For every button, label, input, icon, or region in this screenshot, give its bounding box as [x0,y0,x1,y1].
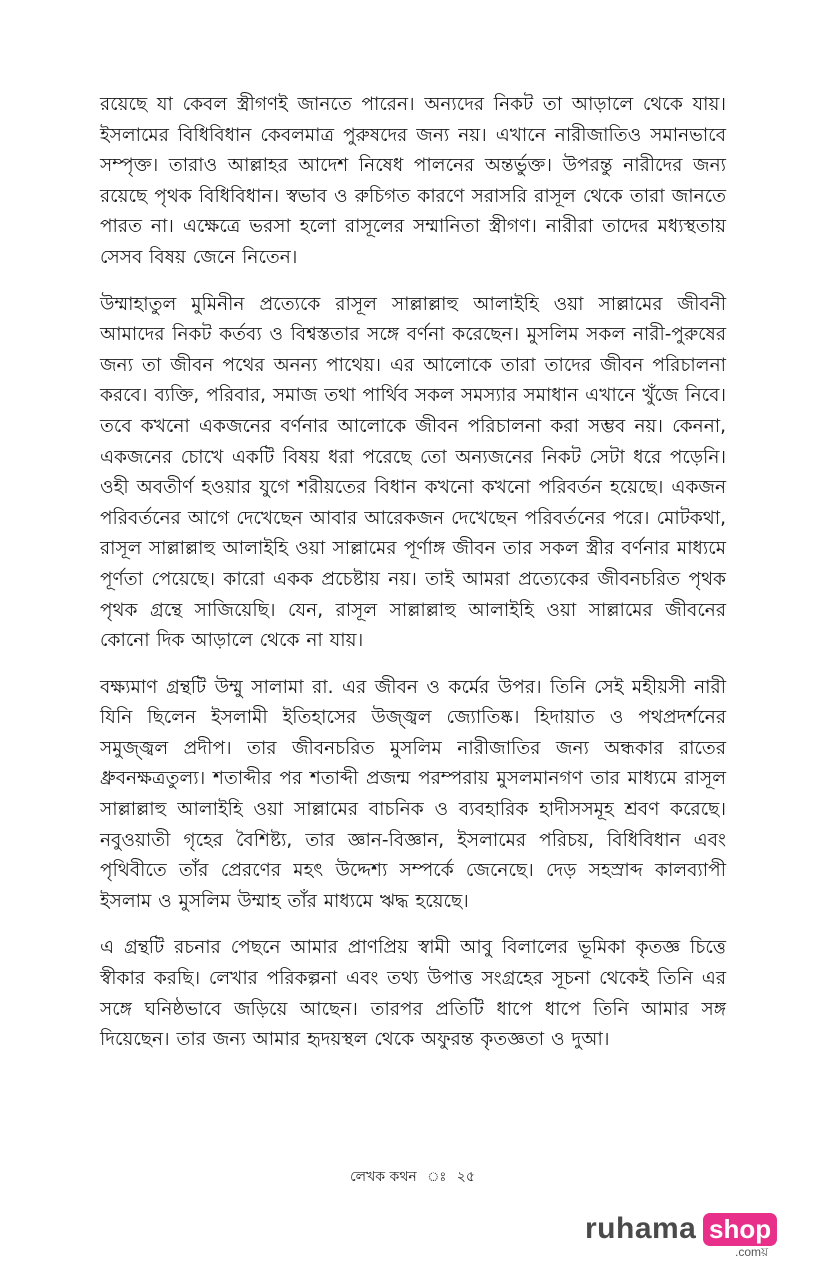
footer-separator: ঃ [427,1170,447,1185]
footer-section-title: লেখক কথন [350,1169,417,1185]
paragraph-4: এ গ্রন্থটি রচনার পেছনে আমার প্রাণপ্রিয় স্বামী আবু বিলালের ভূমিকা কৃতজ্ঞ চিত্তে স্বীকার করছি। লেখার পরিকল্পনা এবং তথ্য উপাত্ত সংগ্রহের সূচনা থেকেই তিনি এর সঙ্গে ঘনিষ্ঠভাবে জড়িয়ে আছেন। তারপর প্রতিটি ধাপে ধাপে তিনি আমার সঙ্গ দিয়েছেন। তার জন্য আমার হৃদয়স্থল থেকে অফুরন্ত কৃতজ্ঞতা ও দুআ। [100,937,726,1051]
page-footer [0,1165,825,1189]
ruhamashop-logo [585,1212,785,1260]
page-body [100,90,726,1072]
page-number: ২৫ [456,1169,475,1185]
logo-domain: .comয় [735,1245,769,1259]
logo-text: ruhama [585,1212,697,1245]
paragraph-1: রয়েছে যা কেবল স্ত্রীগণই জানতে পারেন। অন্যদের নিকট তা আড়ালে থেকে যায়। ইসলামের বিধিবিধান কেবলমাত্র পুরুষদের জন্য নয়। এখানে নারীজাতিও সমানভাবে সম্পৃক্ত। তারাও আল্লাহর আদেশ নিষেধ পালনের অন্তর্ভুক্ত। উপরন্তু নারীদের জন্য রয়েছে পৃথক বিধিবিধান। স্বভাব ও রুচিগত কারণে সরাসরি রাসূল থেকে তারা জানতে পারত না। এক্ষেত্রে ভরসা হলো রাসূলের সম্মানিতা স্ত্রীগণ। নারীরা তাদের মধ্যস্থতায় সেসব বিষয় জেনে নিতেন। [100,94,726,268]
paragraph-2: উম্মাহাতুল মুমিনীন প্রত্যেকে রাসূল সাল্লাল্লাহু আলাইহি ওয়া সাল্লামের জীবনী আমাদের নিকট কর্তব্য ও বিশ্বস্ততার সঙ্গে বর্ণনা করেছেন। মুসলিম সকল নারী-পুরুষের জন্য তা জীবন পথের অনন্য পাথেয়। এর আলোকে তারা তাদের জীবন পরিচালনা করবে। ব্যক্তি, পরিবার, সমাজ তথা পার্থিব সকল সমস্যার সমাধান এখানে খুঁজে নিবে। তবে কখনো একজনের বর্ণনার আলোকে জীবন পরিচালনা করা সম্ভব নয়। কেননা, একজনের চোখে একটি বিষয় ধরা পরেছে তো অন্যজনের নিকট সেটা ধরে পড়েনি। ওহী অবতীর্ণ হওয়ার যুগে শরীয়তের বিধান কখনো কখনো পরিবর্তন হয়েছে। একজন পরিবর্তনের আগে দেখেছেন আবার আরেকজন দেখেছেন পরিবর্তনের পরে। মোটকথা, রাসূল সাল্লাল্লাহু আলাইহি ওয়া সাল্লামের পূর্ণাঙ্গ জীবন তার সকল স্ত্রীর বর্ণনার মাধ্যমে পূর্ণতা পেয়েছে। কারো একক প্রচেষ্টায় নয়। তাই আমরা প্রত্যেকের জীবনচরিত পৃথক পৃথক গ্রন্থে সাজিয়েছি। যেন, রাসূল সাল্লাল্লাহু আলাইহি ওয়া সাল্লামের জীবনের কোনো দিক আড়ালে থেকে না যায়। [100,293,726,652]
paragraph-3: বক্ষ্যমাণ গ্রন্থটি উম্মু সালামা রা. এর জীবন ও কর্মের উপর। তিনি সেই মহীয়সী নারী যিনি ছিলেন ইসলামী ইতিহাসের উজ্জ্বল জ্যোতিষ্ক। হিদায়াত ও পথপ্রদর্শনের সমুজ্জ্বল প্রদীপ। তার জীবনচরিত মুসলিম নারীজাতির জন্য অন্ধকার রাতের ধ্রুবনক্ষত্রতুল্য। শতাব্দীর পর শতাব্দী প্রজন্ম পরম্পরায় মুসলমানগণ তার মাধ্যমে রাসূল সাল্লাল্লাহু আলাইহি ওয়া সাল্লামের বাচনিক ও ব্যবহারিক হাদীসসমূহ শ্রবণ করেছে। নবুওয়াতী গৃহের বৈশিষ্ট্য, তার জ্ঞান-বিজ্ঞান, ইসলামের পরিচয়, বিধিবিধান এবং পৃথিবীতে তাঁর প্রেরণের মহৎ উদ্দেশ্য সম্পর্কে জেনেছে। দেড় সহস্রাব্দ কালব্যাপী ইসলাম ও মুসলিম উম্মাহ তাঁর মাধ্যমে ঋদ্ধ হয়েছে। [100,676,726,912]
logo-badge: shop [703,1213,777,1246]
